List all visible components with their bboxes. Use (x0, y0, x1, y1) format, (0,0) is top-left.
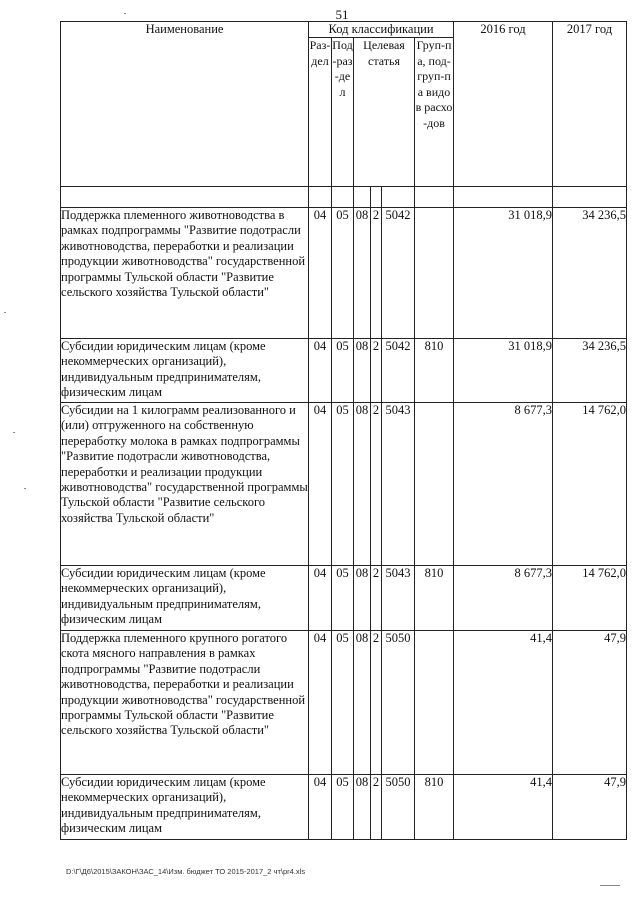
header-razdel: Раз-дел (309, 38, 332, 187)
row-cs-subprogram: 2 (371, 775, 382, 840)
row-2016: 8 677,3 (454, 403, 553, 566)
row-2017: 47,9 (553, 631, 627, 775)
row-name: Субсидии юридическим лицам (кроме некоммерческих организаций), индивидуальным предпринимателям, физическим лицам (61, 775, 309, 840)
row-2017: 34 236,5 (553, 208, 627, 339)
row-name: Поддержка племенного крупного рогатого скота мясного направления в рамках подпрограммы "Развитие подотрасли животноводства, переработки и реализации продукции животноводства" государственной программы Тульской области "Развитие сельского хозяйства Тульской области" (61, 631, 309, 775)
row-podrazdel: 05 (332, 403, 354, 566)
page-number: 51 (335, 7, 349, 22)
row-razdel: 04 (309, 631, 332, 775)
row-cs-subprogram: 2 (371, 339, 382, 403)
row-podrazdel: 05 (332, 631, 354, 775)
row-razdel: 04 (309, 775, 332, 840)
row-2017: 34 236,5 (553, 339, 627, 403)
row-cs-code: 5050 (382, 775, 415, 840)
row-vr (415, 403, 454, 566)
table-row (61, 566, 627, 631)
row-2016: 41,4 (454, 631, 553, 775)
scan-speck (24, 488, 26, 489)
row-vr: 810 (415, 566, 454, 631)
row-name: Субсидии юридическим лицам (кроме некоммерческих организаций), индивидуальным предпринимателям, физическим лицам (61, 566, 309, 631)
scan-speck (13, 432, 15, 433)
row-cs-code: 5042 (382, 208, 415, 339)
row-cs-code: 5050 (382, 631, 415, 775)
row-2017: 14 762,0 (553, 403, 627, 566)
scan-speck (600, 885, 620, 886)
row-vr (415, 208, 454, 339)
row-cs-program: 08 (354, 403, 371, 566)
row-razdel: 04 (309, 403, 332, 566)
row-cs-subprogram: 2 (371, 403, 382, 566)
header-year-2017: 2017 год (553, 22, 627, 187)
header-celevaya-statya: Целевая статья (354, 38, 415, 187)
row-2016: 8 677,3 (454, 566, 553, 631)
row-2017: 47,9 (553, 775, 627, 840)
row-cs-subprogram: 2 (371, 631, 382, 775)
header-gruppa-vidov-rashodov: Груп-па, под-груп-па видов расхо-дов (415, 38, 454, 187)
scan-speck (124, 13, 126, 14)
header-name: Наименование (61, 22, 309, 187)
row-cs-program: 08 (354, 339, 371, 403)
table-row (61, 775, 627, 840)
row-cs-program: 08 (354, 208, 371, 339)
row-cs-program: 08 (354, 566, 371, 631)
row-cs-subprogram: 2 (371, 566, 382, 631)
row-2016: 31 018,9 (454, 339, 553, 403)
table-row (61, 339, 627, 403)
row-name: Субсидии юридическим лицам (кроме некоммерческих организаций), индивидуальным предпринимателям, физическим лицам (61, 339, 309, 403)
row-vr (415, 631, 454, 775)
row-razdel: 04 (309, 208, 332, 339)
budget-table (60, 21, 627, 840)
row-2016: 31 018,9 (454, 208, 553, 339)
row-cs-code: 5043 (382, 403, 415, 566)
row-cs-program: 08 (354, 631, 371, 775)
file-path-footer: D:\Г\Д6\2015\ЗАКОН\ЗАС_14\Изм. бюджет ТО 2015-2017_2 чт\pr4.xls (66, 867, 306, 876)
row-podrazdel: 05 (332, 566, 354, 631)
row-razdel: 04 (309, 339, 332, 403)
row-2017: 14 762,0 (553, 566, 627, 631)
row-podrazdel: 05 (332, 775, 354, 840)
header-year-2016: 2016 год (454, 22, 553, 187)
table-row (61, 403, 627, 566)
row-vr: 810 (415, 775, 454, 840)
row-podrazdel: 05 (332, 208, 354, 339)
table-row (61, 208, 627, 339)
header-podrazdel: Под-раз-дел (332, 38, 354, 187)
row-cs-program: 08 (354, 775, 371, 840)
row-cs-subprogram: 2 (371, 208, 382, 339)
row-cs-code: 5043 (382, 566, 415, 631)
row-vr: 810 (415, 339, 454, 403)
table-row (61, 631, 627, 775)
scan-speck (4, 312, 6, 313)
row-name: Поддержка племенного животноводства в рамках подпрограммы "Развитие подотрасли животноводства, переработки и реализации продукции животноводства" государственной программы Тульской области "Развитие сельского хозяйства Тульской области" (61, 208, 309, 339)
row-2016: 41,4 (454, 775, 553, 840)
header-code-group: Код классификации (309, 22, 454, 38)
row-name: Субсидии на 1 килограмм реализованного и (или) отгруженного на собственную переработку молока в рамках подпрограммы "Развитие подотрасли животноводства, переработки и реализации продукции животноводства" государственной программы Тульской области "Развитие сельского хозяйства Тульской области" (61, 403, 309, 566)
row-podrazdel: 05 (332, 339, 354, 403)
row-razdel: 04 (309, 566, 332, 631)
row-cs-code: 5042 (382, 339, 415, 403)
